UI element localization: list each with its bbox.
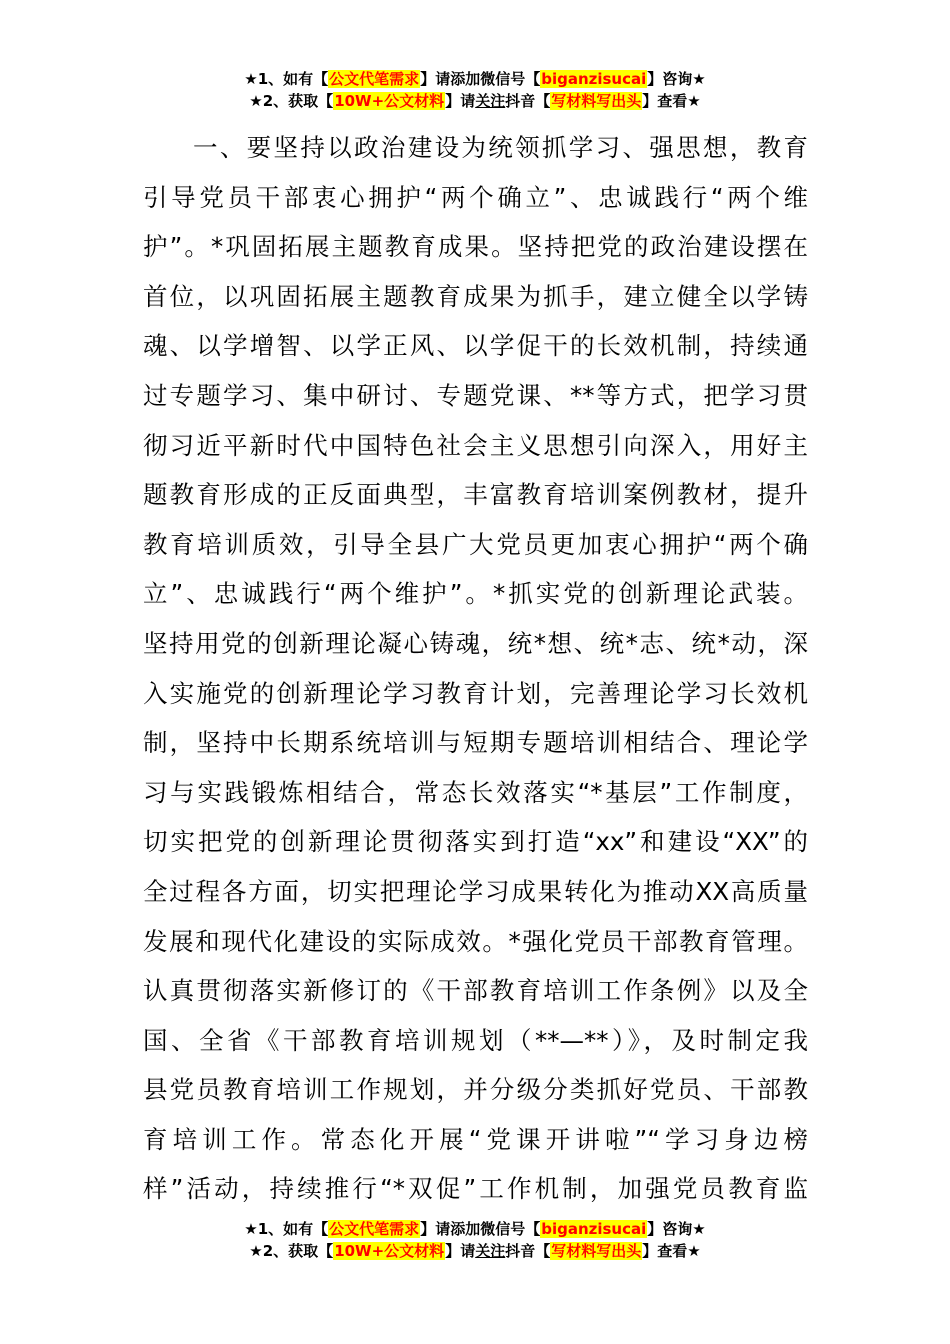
body-line: 题教育形成的正反面典型，丰富教育培训案例教材，提升 xyxy=(143,480,808,510)
promo-text: ★2、获取【 xyxy=(249,1242,334,1260)
promo-underlined-follow: 关注 xyxy=(475,92,506,110)
promo-text: 】请 xyxy=(445,92,476,110)
footer-promo xyxy=(0,1218,950,1262)
promo-text: 】请添加微信号【 xyxy=(420,70,541,88)
body-line: 立”、忠诚践行“两个维护”。*抓实党的创新理论武装。 xyxy=(143,579,808,609)
body-line: 习与实践锻炼相结合，常态长效落实“*基层”工作制度， xyxy=(143,777,808,807)
promo-line-1 xyxy=(0,1218,950,1240)
promo-highlight-wechat: biganzisucai xyxy=(541,1220,647,1238)
promo-highlight-douyin: 写材料写出头 xyxy=(551,1242,642,1260)
promo-text: ★1、如有【 xyxy=(244,1220,329,1238)
body-line: 发展和现代化建设的实际成效。*强化党员干部教育管理。 xyxy=(143,926,808,956)
promo-text: ★2、获取【 xyxy=(249,92,334,110)
promo-highlight-materials: 10W+公文材料 xyxy=(334,92,445,110)
body-line: 首位，以巩固拓展主题教育成果为抓手，建立健全以学铸 xyxy=(143,281,808,311)
body-line: 制，坚持中长期系统培训与短期专题培训相结合、理论学 xyxy=(143,728,808,758)
promo-underlined-follow: 关注 xyxy=(475,1242,506,1260)
body-line: 魂、以学增智、以学正风、以学促干的长效机制，持续通 xyxy=(143,331,808,361)
body-line: 切实把党的创新理论贯彻落实到打造“xx”和建设“XX”的 xyxy=(143,827,808,857)
promo-line-1 xyxy=(0,68,950,90)
promo-highlight-wechat: biganzisucai xyxy=(541,70,647,88)
promo-highlight-materials: 10W+公文材料 xyxy=(334,1242,445,1260)
body-line: 一、要坚持以政治建设为统领抓学习、强思想，教育 xyxy=(193,133,808,162)
promo-line-2 xyxy=(0,90,950,112)
body-line: 育培训工作。常态化开展“党课开讲啦”“学习身边榜 xyxy=(143,1124,808,1154)
promo-text: 】咨询★ xyxy=(647,70,706,88)
promo-text: 抖音【 xyxy=(505,92,551,110)
promo-text: 】请 xyxy=(445,1242,476,1260)
body-line: 全过程各方面，切实把理论学习成果转化为推动XX高质量 xyxy=(143,876,808,906)
body-line: 样”活动，持续推行“*双促”工作机制，加强党员教育监 xyxy=(143,1174,808,1204)
promo-text: 】咨询★ xyxy=(647,1220,706,1238)
body-line: 护”。*巩固拓展主题教育成果。坚持把党的政治建设摆在 xyxy=(143,232,808,262)
promo-text: 】请添加微信号【 xyxy=(420,1220,541,1238)
body-line: 过专题学习、集中研讨、专题党课、**等方式，把学习贯 xyxy=(143,380,808,410)
promo-text: 】查看★ xyxy=(642,92,701,110)
body-line: 国、全省《干部教育培训规划（**—**）》，及时制定我 xyxy=(143,1025,808,1055)
promo-text: 】查看★ xyxy=(642,1242,701,1260)
promo-text: ★1、如有【 xyxy=(244,70,329,88)
promo-text: 抖音【 xyxy=(505,1242,551,1260)
body-line: 认真贯彻落实新修订的《干部教育培训工作条例》以及全 xyxy=(143,976,808,1006)
body-line: 县党员教育培训工作规划，并分级分类抓好党员、干部教 xyxy=(143,1075,808,1105)
promo-highlight-service: 公文代笔需求 xyxy=(329,70,420,88)
header-promo xyxy=(0,68,950,112)
body-line: 入实施党的创新理论学习教育计划，完善理论学习长效机 xyxy=(143,678,808,708)
promo-line-2 xyxy=(0,1240,950,1262)
body-line: 彻习近平新时代中国特色社会主义思想引向深入，用好主 xyxy=(143,430,808,460)
promo-highlight-douyin: 写材料写出头 xyxy=(551,92,642,110)
body-line: 坚持用党的创新理论凝心铸魂，统*想、统*志、统*动，深 xyxy=(143,628,808,658)
body-line: 引导党员干部衷心拥护“两个确立”、忠诚践行“两个维 xyxy=(143,182,808,212)
promo-highlight-service: 公文代笔需求 xyxy=(329,1220,420,1238)
body-line: 教育培训质效，引导全县广大党员更加衷心拥护“两个确 xyxy=(143,529,808,559)
document-body xyxy=(143,123,808,1214)
